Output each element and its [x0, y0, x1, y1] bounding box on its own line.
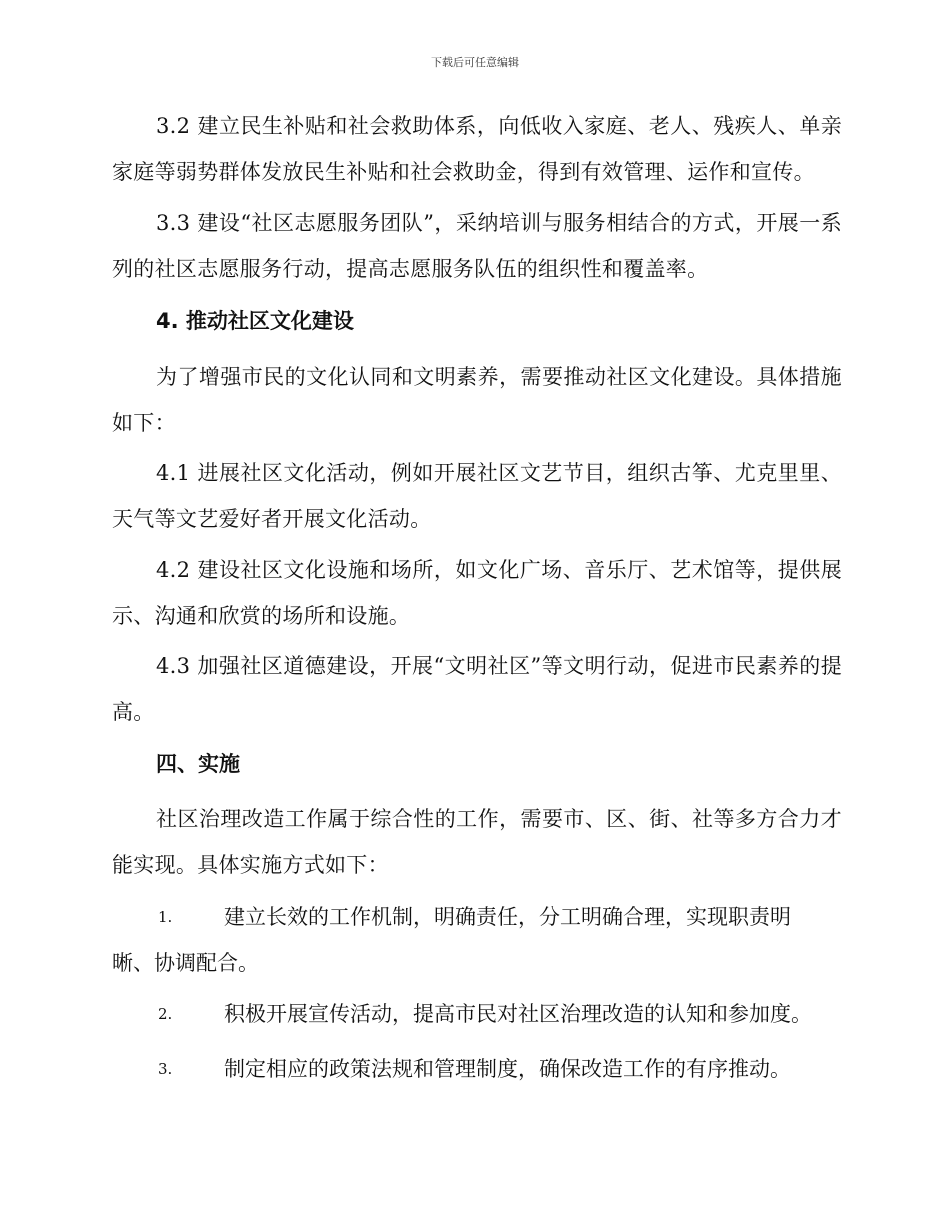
list-text-continuation: 晰、协调配合。: [112, 951, 259, 975]
list-number: 1.: [158, 908, 173, 926]
list-text: 制定相应的政策法规和管理制度，确保改造工作的有序推动。: [224, 1057, 791, 1081]
paragraph-implementation: 社区治理改造工作属于综合性的工作，需要市、区、街、社等多方合力才能实现。具体实施方式如下：: [112, 807, 842, 877]
paragraph-4-2: 4.2 建设社区文化设施和场所，如文化广场、音乐厅、艺术馆等，提供展示、沟通和欣赏的场所和设施。: [112, 558, 842, 628]
paragraph-3-2: 3.2 建立民生补贴和社会救助体系，向低收入家庭、老人、残疾人、单亲家庭等弱势群体发放民生补贴和社会救助金，得到有效管理、运作和宣传。: [112, 114, 842, 184]
list-number: 2.: [158, 1005, 173, 1023]
paragraph-4-intro: 为了增强市民的文化认同和文明素养，需要推动社区文化建设。具体措施如下：: [112, 365, 842, 435]
section-heading-4: 4. 推动社区文化建设: [156, 309, 354, 333]
paragraph-3-3: 3.3 建设“社区志愿服务团队”，采纳培训与服务相结合的方式，开展一系列的社区志愿服务行动，提高志愿服务队伍的组织性和覆盖率。: [112, 211, 842, 281]
paragraph-4-1: 4.1 进展社区文化活动，例如开展社区文艺节目，组织古筝、尤克里里、天气等文艺爱好者开展文化活动。: [112, 461, 842, 531]
list-text: 建立长效的工作机制，明确责任，分工明确合理，实现职责明: [224, 905, 791, 929]
list-text: 积极开展宣传活动，提高市民对社区治理改造的认知和参加度。: [224, 1002, 812, 1026]
paragraph-4-3: 4.3 加强社区道德建设，开展“文明社区”等文明行动，促进市民素养的提高。: [112, 654, 842, 724]
section-heading-implementation: 四、实施: [156, 752, 240, 776]
page-header: 下载后可任意编辑: [431, 56, 519, 69]
list-number: 3.: [158, 1060, 173, 1078]
